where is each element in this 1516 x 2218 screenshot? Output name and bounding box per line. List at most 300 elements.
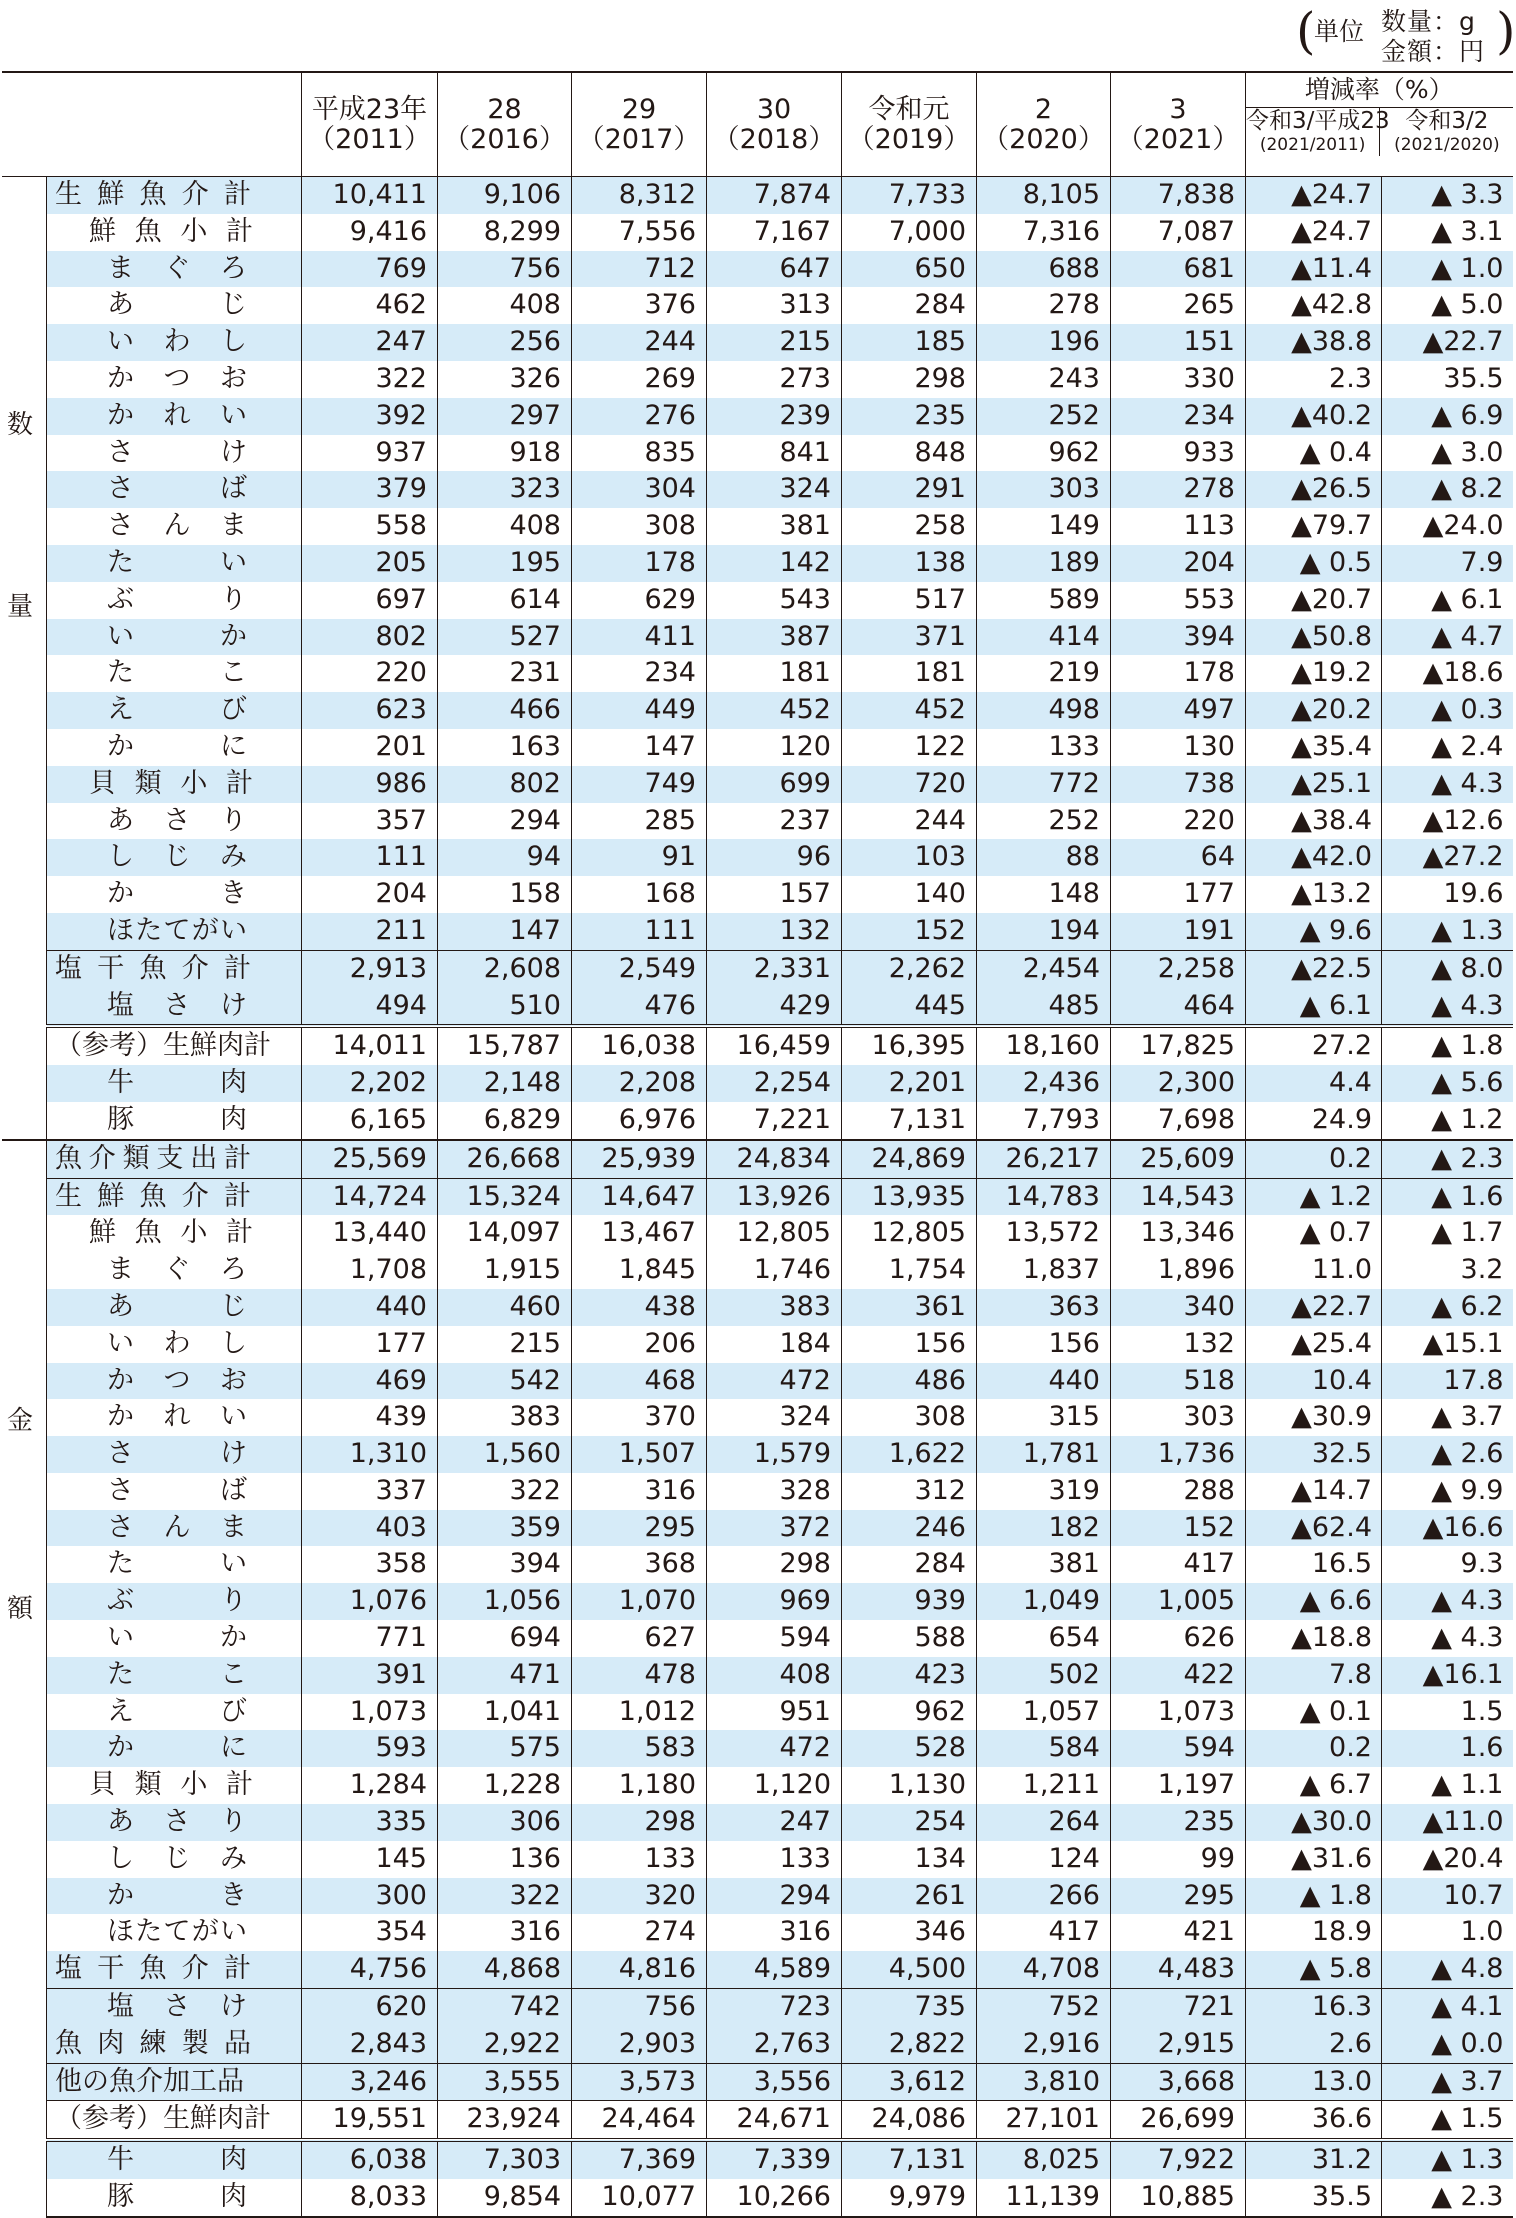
- value-cell: 122: [842, 729, 977, 766]
- value-cell: 313: [707, 287, 842, 324]
- table-row: [2, 361, 1513, 398]
- value-cell: 1,560: [438, 1436, 572, 1473]
- row-label-text: （参考）生鮮肉計: [55, 2103, 271, 2135]
- table-row: [2, 988, 1513, 1027]
- row-label: [47, 913, 302, 950]
- row-label: [47, 398, 302, 435]
- value-cell: 234: [1111, 398, 1246, 435]
- rate-cell: 35.5: [1382, 361, 1513, 398]
- value-cell: 462: [302, 287, 438, 324]
- value-cell: 211: [302, 913, 438, 950]
- quantity-group-label: [2, 177, 47, 1140]
- rate-cell: 0.2: [1246, 1140, 1382, 1178]
- rate-cell: ▲ 4.3: [1382, 766, 1513, 803]
- row-label: [47, 2140, 302, 2179]
- value-cell: 749: [572, 766, 707, 803]
- value-cell: 294: [707, 1878, 842, 1915]
- value-cell: 246: [842, 1510, 977, 1547]
- value-cell: 918: [438, 435, 572, 472]
- value-cell: 517: [842, 582, 977, 619]
- value-cell: 376: [572, 287, 707, 324]
- value-cell: 324: [707, 1399, 842, 1436]
- rate-cell: ▲ 6.2: [1382, 1289, 1513, 1326]
- value-cell: 1,057: [977, 1694, 1111, 1731]
- value-cell: 205: [302, 545, 438, 582]
- rate-cell: ▲ 6.1: [1382, 582, 1513, 619]
- rate-cell: ▲13.2: [1246, 876, 1382, 913]
- value-cell: 130: [1111, 729, 1246, 766]
- value-cell: 1,130: [842, 1767, 977, 1804]
- value-cell: 124: [977, 1841, 1111, 1878]
- table-row: [2, 2179, 1513, 2217]
- value-cell: 583: [572, 1730, 707, 1767]
- group-char: 金: [7, 1405, 34, 1436]
- rate-cell: ▲18.6: [1382, 655, 1513, 692]
- row-label: [47, 1583, 302, 1620]
- table-row: [2, 913, 1513, 950]
- value-cell: 403: [302, 1510, 438, 1547]
- value-cell: 147: [438, 913, 572, 950]
- value-cell: 184: [707, 1326, 842, 1363]
- value-cell: 201: [302, 729, 438, 766]
- value-cell: 244: [572, 324, 707, 361]
- value-cell: 24,834: [707, 1140, 842, 1178]
- rate-cell: ▲79.7: [1246, 508, 1382, 545]
- rate-cell: ▲16.6: [1382, 1510, 1513, 1547]
- value-cell: 2,843: [302, 2026, 438, 2063]
- row-label: [47, 214, 302, 251]
- value-cell: 1,781: [977, 1436, 1111, 1473]
- value-cell: 235: [1111, 1804, 1246, 1841]
- value-cell: 756: [572, 1989, 707, 2026]
- value-cell: 13,572: [977, 1215, 1111, 1252]
- row-label-text: 貝類小計: [89, 1769, 253, 1801]
- value-cell: 196: [977, 324, 1111, 361]
- value-cell: 322: [438, 1878, 572, 1915]
- value-cell: 7,793: [977, 1102, 1111, 1140]
- value-cell: 6,038: [302, 2140, 438, 2179]
- row-label-text: さば: [107, 473, 247, 505]
- value-cell: 1,507: [572, 1436, 707, 1473]
- rate-cell: ▲ 8.0: [1382, 950, 1513, 987]
- table-row: [2, 471, 1513, 508]
- value-cell: 6,165: [302, 1102, 438, 1140]
- value-cell: 239: [707, 398, 842, 435]
- value-cell: 3,668: [1111, 2063, 1246, 2101]
- rate-cell: 32.5: [1246, 1436, 1382, 1473]
- row-label-text: たこ: [107, 1658, 247, 1690]
- rate-cell: ▲ 5.8: [1246, 1951, 1382, 1988]
- rate-cell: ▲ 4.3: [1382, 1620, 1513, 1657]
- value-cell: 721: [1111, 1989, 1246, 2026]
- row-label-text: ぶり: [107, 583, 247, 615]
- value-cell: 2,454: [977, 950, 1111, 987]
- value-cell: 371: [842, 619, 977, 656]
- value-cell: 328: [707, 1473, 842, 1510]
- value-cell: 361: [842, 1289, 977, 1326]
- row-label-text: さけ: [107, 436, 247, 468]
- value-cell: 4,708: [977, 1951, 1111, 1988]
- table-row: [2, 1178, 1513, 1215]
- value-cell: 9,979: [842, 2179, 977, 2217]
- table-row: [2, 766, 1513, 803]
- value-cell: 136: [438, 1841, 572, 1878]
- row-label: [47, 1102, 302, 1140]
- rate-cell: ▲20.7: [1246, 582, 1382, 619]
- rate-cell: ▲26.5: [1246, 471, 1382, 508]
- value-cell: 247: [302, 324, 438, 361]
- rate-cell: ▲ 0.7: [1246, 1215, 1382, 1252]
- value-cell: 712: [572, 251, 707, 288]
- rate-cell: ▲ 8.2: [1382, 471, 1513, 508]
- value-cell: 394: [1111, 619, 1246, 656]
- value-cell: 738: [1111, 766, 1246, 803]
- header-year: 平成23年 （2011）: [302, 72, 438, 177]
- value-cell: 185: [842, 324, 977, 361]
- rate-cell: ▲40.2: [1246, 398, 1382, 435]
- rate-cell: ▲ 2.6: [1382, 1436, 1513, 1473]
- value-cell: 383: [707, 1289, 842, 1326]
- table-row: [2, 398, 1513, 435]
- value-cell: 7,838: [1111, 177, 1246, 214]
- value-cell: 553: [1111, 582, 1246, 619]
- value-cell: 848: [842, 435, 977, 472]
- table-row: [2, 692, 1513, 729]
- row-label-text: かき: [107, 1879, 247, 1911]
- value-cell: 381: [977, 1546, 1111, 1583]
- value-cell: 3,555: [438, 2063, 572, 2101]
- value-cell: 937: [302, 435, 438, 472]
- value-cell: 8,299: [438, 214, 572, 251]
- table-row: [2, 1289, 1513, 1326]
- value-cell: 2,262: [842, 950, 977, 987]
- value-cell: 769: [302, 251, 438, 288]
- rate-cell: ▲12.6: [1382, 803, 1513, 840]
- table-row: [2, 1510, 1513, 1547]
- row-label: [47, 251, 302, 288]
- value-cell: 6,829: [438, 1102, 572, 1140]
- value-cell: 182: [977, 1510, 1111, 1547]
- value-cell: 298: [842, 361, 977, 398]
- value-cell: 542: [438, 1363, 572, 1400]
- value-cell: 132: [1111, 1326, 1246, 1363]
- row-label-text: たい: [107, 1548, 247, 1580]
- value-cell: 841: [707, 435, 842, 472]
- row-label: [47, 619, 302, 656]
- row-label: [47, 2063, 302, 2101]
- value-cell: 354: [302, 1914, 438, 1951]
- row-label: [47, 1326, 302, 1363]
- value-cell: 471: [438, 1657, 572, 1694]
- table-row: [2, 2140, 1513, 2179]
- row-label-text: さんま: [107, 1511, 247, 1543]
- value-cell: 10,266: [707, 2179, 842, 2217]
- row-label-text: かに: [107, 730, 247, 762]
- table-row: [2, 1804, 1513, 1841]
- row-label: [47, 361, 302, 398]
- value-cell: 138: [842, 545, 977, 582]
- value-cell: 452: [842, 692, 977, 729]
- rate1-header: 令和3/平成23 (2021/2011): [1246, 108, 1390, 155]
- table-row: [2, 1215, 1513, 1252]
- value-cell: 752: [977, 1989, 1111, 2026]
- value-cell: 304: [572, 471, 707, 508]
- value-cell: 145: [302, 1841, 438, 1878]
- value-cell: 494: [302, 988, 438, 1027]
- value-cell: 7,303: [438, 2140, 572, 2179]
- rate-cell: ▲ 3.3: [1382, 177, 1513, 214]
- value-cell: 64: [1111, 839, 1246, 876]
- value-cell: 7,698: [1111, 1102, 1246, 1140]
- value-cell: 215: [438, 1326, 572, 1363]
- rate-cell: ▲ 2.3: [1382, 1140, 1513, 1178]
- row-label-text: 魚介類支出計: [55, 1142, 251, 1174]
- rate-cell: ▲11.4: [1246, 251, 1382, 288]
- table-row: [2, 1767, 1513, 1804]
- row-label: [47, 766, 302, 803]
- rate-cell: ▲30.0: [1246, 1804, 1382, 1841]
- value-cell: 12,805: [842, 1215, 977, 1252]
- rate-cell: 0.2: [1246, 1730, 1382, 1767]
- row-label: [47, 1841, 302, 1878]
- table-row: [2, 324, 1513, 361]
- value-cell: 13,467: [572, 1215, 707, 1252]
- value-cell: 1,708: [302, 1252, 438, 1289]
- value-cell: 261: [842, 1878, 977, 1915]
- value-cell: 2,331: [707, 950, 842, 987]
- row-label-text: （参考）生鮮肉計: [55, 1030, 271, 1062]
- value-cell: 387: [707, 619, 842, 656]
- value-cell: 326: [438, 361, 572, 398]
- row-label: [47, 582, 302, 619]
- value-cell: 13,926: [707, 1178, 842, 1215]
- row-label: [47, 1215, 302, 1252]
- value-cell: 771: [302, 1620, 438, 1657]
- value-cell: 720: [842, 766, 977, 803]
- value-cell: 94: [438, 839, 572, 876]
- value-cell: 26,668: [438, 1140, 572, 1178]
- value-cell: 142: [707, 545, 842, 582]
- value-cell: 133: [707, 1841, 842, 1878]
- value-cell: 157: [707, 876, 842, 913]
- row-label-text: しじみ: [107, 1842, 247, 1874]
- value-cell: 2,201: [842, 1065, 977, 1102]
- value-cell: 1,197: [1111, 1767, 1246, 1804]
- value-cell: 181: [842, 655, 977, 692]
- value-cell: 408: [438, 508, 572, 545]
- value-cell: 258: [842, 508, 977, 545]
- row-label: [47, 2026, 302, 2063]
- rate-cell: ▲22.7: [1382, 324, 1513, 361]
- rate-cell: ▲ 1.2: [1382, 1102, 1513, 1140]
- table-body: [2, 177, 1513, 2217]
- rate-cell: 16.3: [1246, 1989, 1382, 2026]
- value-cell: 498: [977, 692, 1111, 729]
- value-cell: 26,217: [977, 1140, 1111, 1178]
- value-cell: 1,736: [1111, 1436, 1246, 1473]
- value-cell: 177: [302, 1326, 438, 1363]
- value-cell: 472: [707, 1363, 842, 1400]
- row-label-text: ほたてがい: [107, 914, 247, 946]
- value-cell: 688: [977, 251, 1111, 288]
- table-row: [2, 1026, 1513, 1065]
- rate-cell: ▲22.7: [1246, 1289, 1382, 1326]
- value-cell: 440: [302, 1289, 438, 1326]
- value-cell: 133: [977, 729, 1111, 766]
- row-label-text: えび: [107, 694, 247, 726]
- row-label: [47, 1914, 302, 1951]
- row-label-text: 生鮮魚介計: [55, 179, 251, 210]
- value-cell: 181: [707, 655, 842, 692]
- row-label-text: えび: [107, 1695, 247, 1727]
- value-cell: 476: [572, 988, 707, 1027]
- value-cell: 15,324: [438, 1178, 572, 1215]
- table-row: [2, 655, 1513, 692]
- value-cell: 13,346: [1111, 1215, 1246, 1252]
- value-cell: 1,915: [438, 1252, 572, 1289]
- rate-cell: ▲27.2: [1382, 839, 1513, 876]
- rate-cell: 1.6: [1382, 1730, 1513, 1767]
- value-cell: 1,073: [302, 1694, 438, 1731]
- value-cell: 381: [707, 508, 842, 545]
- table-row: [2, 619, 1513, 656]
- row-label-text: あさり: [107, 1806, 247, 1838]
- value-cell: 1,896: [1111, 1252, 1246, 1289]
- rate-cell: ▲ 4.3: [1382, 1583, 1513, 1620]
- rate-cell: ▲42.0: [1246, 839, 1382, 876]
- table-row: [2, 1657, 1513, 1694]
- group-char: 額: [7, 1593, 34, 1624]
- value-cell: 372: [707, 1510, 842, 1547]
- value-cell: 527: [438, 619, 572, 656]
- value-cell: 422: [1111, 1657, 1246, 1694]
- table-row: [2, 545, 1513, 582]
- value-cell: 16,395: [842, 1026, 977, 1065]
- value-cell: 306: [438, 1804, 572, 1841]
- value-cell: 391: [302, 1657, 438, 1694]
- value-cell: 440: [977, 1363, 1111, 1400]
- rate-cell: ▲35.4: [1246, 729, 1382, 766]
- value-cell: 421: [1111, 1914, 1246, 1951]
- value-cell: 204: [302, 876, 438, 913]
- value-cell: 472: [707, 1730, 842, 1767]
- row-label: [47, 1436, 302, 1473]
- rate-cell: 2.3: [1246, 361, 1382, 398]
- rate-cell: 24.9: [1246, 1102, 1382, 1140]
- value-cell: 96: [707, 839, 842, 876]
- value-cell: 269: [572, 361, 707, 398]
- value-cell: 335: [302, 1804, 438, 1841]
- value-cell: 156: [977, 1326, 1111, 1363]
- row-label: [47, 324, 302, 361]
- value-cell: 319: [977, 1473, 1111, 1510]
- row-label: [47, 2179, 302, 2217]
- row-label-text: 鮮魚小計: [89, 1217, 253, 1249]
- table-row: [2, 508, 1513, 545]
- value-cell: 8,312: [572, 177, 707, 214]
- rate-cell: 4.4: [1246, 1065, 1382, 1102]
- value-cell: 614: [438, 582, 572, 619]
- rate-cell: 35.5: [1246, 2179, 1382, 2217]
- value-cell: 308: [572, 508, 707, 545]
- value-cell: 340: [1111, 1289, 1246, 1326]
- value-cell: 464: [1111, 988, 1246, 1027]
- row-label: [47, 1065, 302, 1102]
- value-cell: 163: [438, 729, 572, 766]
- value-cell: 1,073: [1111, 1694, 1246, 1731]
- rate-cell: 31.2: [1246, 2140, 1382, 2179]
- value-cell: 379: [302, 471, 438, 508]
- value-cell: 147: [572, 729, 707, 766]
- row-label-text: たこ: [107, 657, 247, 689]
- rate-cell: 7.9: [1382, 545, 1513, 582]
- value-cell: 417: [1111, 1546, 1246, 1583]
- rate-cell: ▲ 2.4: [1382, 729, 1513, 766]
- value-cell: 1,076: [302, 1583, 438, 1620]
- value-cell: 312: [842, 1473, 977, 1510]
- value-cell: 417: [977, 1914, 1111, 1951]
- value-cell: 14,783: [977, 1178, 1111, 1215]
- value-cell: 24,869: [842, 1140, 977, 1178]
- value-cell: 408: [707, 1657, 842, 1694]
- value-cell: 234: [572, 655, 707, 692]
- value-cell: 2,254: [707, 1065, 842, 1102]
- value-cell: 152: [1111, 1510, 1246, 1547]
- rate-cell: ▲ 9.6: [1246, 913, 1382, 950]
- value-cell: 445: [842, 988, 977, 1027]
- rate-cell: ▲ 1.3: [1382, 2140, 1513, 2179]
- value-cell: 1,746: [707, 1252, 842, 1289]
- row-label-text: 生鮮魚介計: [55, 1180, 251, 1212]
- row-label: [47, 876, 302, 913]
- value-cell: 14,647: [572, 1178, 707, 1215]
- row-label: [47, 1694, 302, 1731]
- value-cell: 15,787: [438, 1026, 572, 1065]
- value-cell: 291: [842, 471, 977, 508]
- rate-cell: ▲18.8: [1246, 1620, 1382, 1657]
- table-row: [2, 1694, 1513, 1731]
- row-label-text: あさり: [107, 804, 247, 836]
- rate-cell: ▲22.5: [1246, 950, 1382, 987]
- value-cell: 429: [707, 988, 842, 1027]
- row-label-text: あじ: [107, 1290, 247, 1322]
- value-cell: 14,543: [1111, 1178, 1246, 1215]
- value-cell: 219: [977, 655, 1111, 692]
- value-cell: 951: [707, 1694, 842, 1731]
- value-cell: 316: [572, 1473, 707, 1510]
- value-cell: 337: [302, 1473, 438, 1510]
- rate-cell: 36.6: [1246, 2101, 1382, 2140]
- value-cell: 697: [302, 582, 438, 619]
- value-cell: 278: [977, 287, 1111, 324]
- row-label-text: 牛肉: [107, 1067, 247, 1099]
- row-label: [47, 1878, 302, 1915]
- value-cell: 466: [438, 692, 572, 729]
- rate-cell: ▲ 3.7: [1382, 2063, 1513, 2101]
- row-label-text: 貝類小計: [89, 767, 253, 799]
- value-cell: 324: [707, 471, 842, 508]
- rate-cell: ▲24.7: [1246, 177, 1382, 214]
- units-quantity: 数量：g: [1381, 7, 1476, 36]
- table-row: [2, 1473, 1513, 1510]
- row-label: [47, 287, 302, 324]
- value-cell: 2,300: [1111, 1065, 1246, 1102]
- row-label-text: まぐろ: [107, 252, 247, 284]
- value-cell: 16,459: [707, 1026, 842, 1065]
- value-cell: 7,087: [1111, 214, 1246, 251]
- value-cell: 359: [438, 1510, 572, 1547]
- header-blank: [2, 72, 302, 177]
